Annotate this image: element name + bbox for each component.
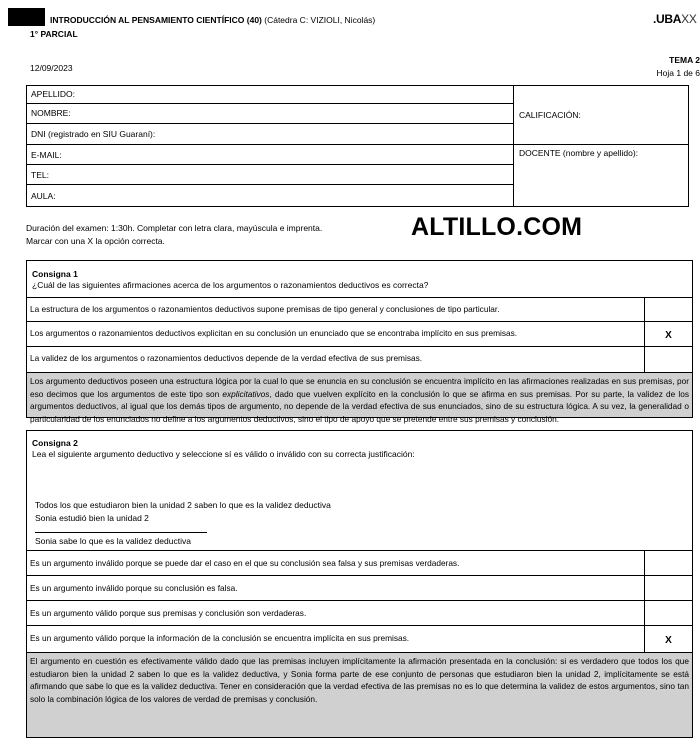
uba-logo (653, 12, 697, 26)
nombre-label: NOMBRE: (31, 108, 71, 118)
consigna-1-header (27, 261, 692, 297)
dni-label: DNI (registrado en SIU Guaraní): (31, 129, 156, 139)
consigna-1-question: ¿Cuál de las siguientes afirmaciones acerca de los argumentos o razonamientos deductivos es correcta? (32, 280, 429, 290)
consigna-1-explanation (27, 372, 692, 424)
email-label: E-MAIL: (31, 150, 62, 160)
conclusion-line (35, 532, 207, 533)
answer-box[interactable] (644, 551, 692, 575)
consigna-2-option-2[interactable] (27, 575, 692, 600)
calificacion-label: CALIFICACIÓN: (519, 110, 581, 120)
consigna-1-option-2[interactable] (27, 321, 692, 346)
page-count: Hoja 1 de 6 (656, 68, 700, 78)
docente-label: DOCENTE (nombre y apellido): (519, 148, 639, 158)
option-text: Es un argumento inválido porque se puede dar el caso en el que su conclusión sea falsa y sus premisas verdaderas. (30, 558, 460, 568)
uba-logo-suffix: XX (681, 12, 697, 26)
conclusion: Sonia sabe lo que es la validez deductiva (35, 536, 191, 546)
email-field[interactable] (27, 145, 514, 165)
answer-box[interactable] (644, 576, 692, 600)
answer-box[interactable]: X (644, 626, 692, 652)
course-name: INTRODUCCIÓN AL PENSAMIENTO CIENTÍFICO (40) (50, 15, 262, 25)
student-info-table (26, 85, 689, 207)
explanation-part-1: Los argumento deductivos poseen una estructura lógica por la cual lo que se enuncia en su conclusión se encuentra implícito en las afirmaciones realizadas en sus premisas, por eso decimos que los argumentos de este tipo son (30, 376, 689, 399)
apellido-label: APELLIDO: (31, 89, 75, 99)
option-text: Es un argumento inválido porque su conclusión es falsa. (30, 583, 238, 593)
premise-2: Sonia estudió bien la unidad 2 (35, 513, 149, 523)
apellido-field[interactable] (27, 86, 514, 104)
consigna-1-option-3[interactable] (27, 346, 692, 372)
consigna-1-option-1[interactable] (27, 297, 692, 321)
tel-label: TEL: (31, 170, 49, 180)
aula-label: AULA: (31, 191, 56, 201)
option-text: La validez de los argumentos o razonamientos deductivos depende de la verdad efectiva de sus premisas. (30, 353, 423, 363)
instructions-line-1: Duración del examen: 1:30h. Completar con letra clara, mayúscula e imprenta. (26, 223, 323, 233)
tel-field[interactable] (27, 165, 514, 185)
answer-box[interactable] (644, 601, 692, 625)
exam-type: 1° PARCIAL (30, 29, 78, 39)
nombre-field[interactable] (27, 104, 514, 124)
premise-1: Todos los que estudiaron bien la unidad 2 saben lo que es la validez deductiva (35, 500, 331, 510)
calificacion-field[interactable] (514, 86, 688, 145)
exam-tema: TEMA 2 (669, 55, 700, 65)
uba-logo-text: .UBA (653, 12, 682, 26)
consigna-2-header (27, 431, 692, 550)
dni-field[interactable] (27, 124, 514, 145)
answer-box[interactable]: X (644, 322, 692, 346)
option-text: La estructura de los argumentos o razonamientos deductivos supone premisas de tipo general y conclusiones de tipo particular. (30, 304, 500, 314)
course-title (50, 15, 375, 25)
exam-date: 12/09/2023 (30, 63, 73, 73)
docente-field[interactable] (514, 145, 688, 206)
consigna-2-option-4[interactable] (27, 625, 692, 652)
option-text: Es un argumento válido porque la información de la conclusión se encuentra implícita en sus premisas. (30, 633, 410, 643)
answer-box[interactable] (644, 347, 692, 372)
consigna-1-title: Consigna 1 (32, 269, 78, 279)
aula-field[interactable] (27, 185, 514, 206)
instructions-line-2: Marcar con una X la opción correcta. (26, 236, 165, 246)
consigna-2-title: Consigna 2 (32, 438, 78, 448)
consigna-2-option-3[interactable] (27, 600, 692, 625)
exam-instructions (26, 222, 322, 248)
consigna-2-option-1[interactable] (27, 550, 692, 575)
explanation-emphasis: explicitativos (222, 388, 270, 399)
watermark: ALTILLO.COM (411, 213, 583, 241)
answer-box[interactable] (644, 298, 692, 321)
consigna-2 (26, 430, 693, 738)
redaction-block (8, 8, 45, 26)
option-text: Es un argumento válido porque sus premisas y conclusión son verdaderas. (30, 608, 307, 618)
explanation-part-2: , dado que vuelven explícito en la conclusión lo que se afirma en sus premisas. Por su parte, la validez de los argumentos deductivos, al igual que los demás tipos de argumento, no depende de la verdad efectiva de sus enunciados, sino de su estructura lógica. A su vez, la generalidad o particularidad de los enunciados no define a los argumentos deductivos, sino el tipo de apoyo que se pretende entre sus premisas y conclusión. (30, 388, 689, 424)
course-chair: (Cátedra C: VIZIOLI, Nicolás) (261, 15, 376, 25)
student-fields (27, 86, 514, 206)
consigna-1 (26, 260, 693, 424)
consigna-2-question: Lea el siguiente argumento deductivo y seleccione sí es válido o inválido con su correcta justificación: (32, 449, 415, 459)
option-text: Los argumentos o razonamientos deductivos explicitan en su conclusión un enunciado que se encontraba implícito en sus premisas. (30, 328, 518, 338)
consigna-2-explanation: El argumento en cuestión es efectivamente válido dado que las premisas incluyen implícitamente la afirmación presentada en la conclusión: si es verdadero que todos los que estudiaron bien la unidad 2 saben lo que es la validez deductiva, y Sonia forma parte de ese conjunto de personas que estudiaron bien la unidad 2, implícitamente se está afirmando que sabe lo que es la validez deductiva. Tener en consideración que la verdad efectiva de las premisas no es lo que determina la validez de estos argumentos, sino tan solo la combinación lógica de los valores de verdad de premisas y conclusión. (27, 652, 692, 737)
